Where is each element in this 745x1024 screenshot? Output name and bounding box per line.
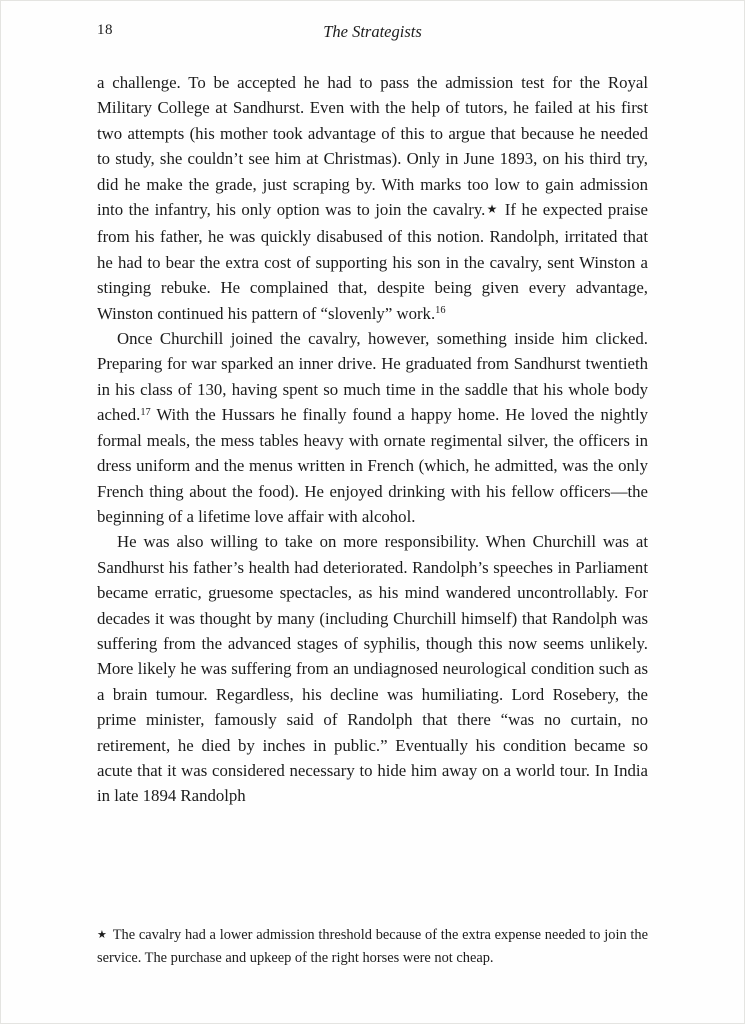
footnote-star-marker: ★ xyxy=(97,928,108,941)
body-text xyxy=(97,70,648,809)
running-title: The Strategists xyxy=(323,22,422,41)
footnote-star-marker: ★ xyxy=(485,201,500,216)
body-paragraph: a challenge. To be accepted he had to pass the admission test for the Royal Military College at Sandhurst. Even with the help of tutors, he failed at his first two attempts (his mother took advantage of this to argue that because he needed to study, she couldn’t see him at Christmas). Only in June 1893, on his third try, did he make the grade, just scraping by. With marks too low to gain admission into the infantry, his only option was to join the cavalry.★ If he expected praise from his father, he was quickly disabused of this notion. Randolph, irritated that he had to bear the extra cost of supporting his son in the cavalry, sent Winston a stinging rebuke. He complained that, despite being given every advantage, Winston continued his pattern of “slovenly” work.$^{16}$ xyxy=(97,73,648,323)
body-paragraph: He was also willing to take on more responsibility. When Churchill was at Sandhurst his father’s health had deteriorated. Randolph’s speeches in Parliament became erratic, gruesome spectacles, as his mind wandered uncontrollably. For decades it was thought by many (including Churchill himself) that Randolph was suffering from the advanced stages of syphilis, though this now seems unlikely. More likely he was suffering from an undiagnosed neurological condition such as a brain tumour. Regardless, his decline was humiliating. Lord Rosebery, the prime minister, famously said of Randolph that there “was no curtain, no retirement, he died by inches in public.” Eventually his condition became so acute that it was considered necessary to hide him away on a world tour. In India in late 1894 Randolph xyxy=(97,532,648,806)
footnote-reference: 17 xyxy=(140,406,151,418)
running-header xyxy=(97,22,648,44)
footnote xyxy=(97,925,648,970)
page-number: 18 xyxy=(97,22,113,38)
footnote-reference: 16 xyxy=(435,304,446,316)
footnote-text: The cavalry had a lower admission threshold because of the extra expense needed to join the service. The purchase and upkeep of the right horses were not cheap. xyxy=(97,927,648,966)
body-paragraph: Once Churchill joined the cavalry, however, something inside him clicked. Preparing for war sparked an inner drive. He graduated from Sandhurst twentieth in his class of 130, having spent so much time in the saddle that his whole body ached.$^{17}$ With the Hussars he finally found a happy home. He loved the nightly formal meals, the mess tables heavy with ornate regimental silver, the officers in dress uniform and the menus written in French (which, he admitted, was the only French thing about the food). He enjoyed drinking with his fellow officers—the beginning of a lifetime love affair with alcohol. xyxy=(97,329,648,526)
